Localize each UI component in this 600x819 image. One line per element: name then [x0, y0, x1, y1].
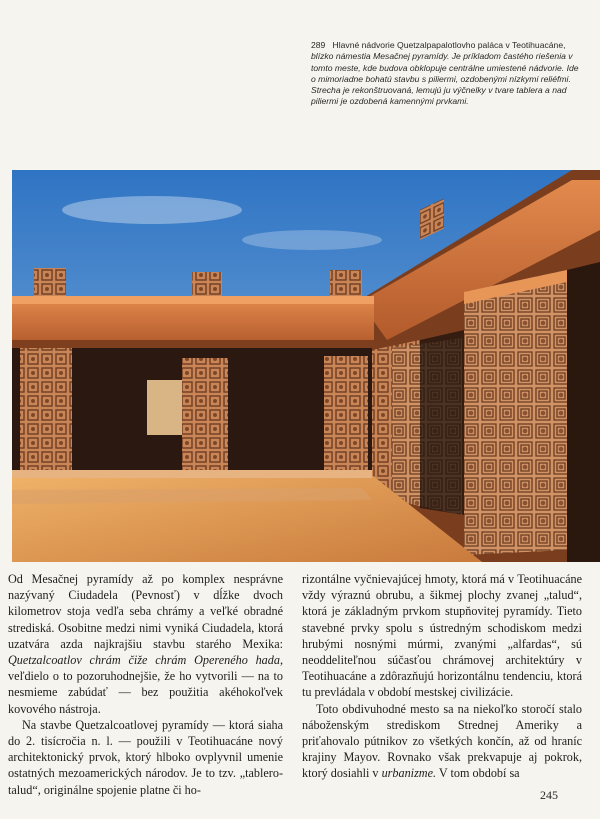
emphasis-text: Quetzalcoatlov chrám čiže chrám Opereného hada, [8, 653, 283, 668]
text-run: Toto obdivuhodné mesto sa na niekoľko storočí stalo náboženským strediskom Strednej Ameriky a priťahovalo pútnikov zo všetkých končín, až od hraníc krajiny Mayov. Rovnako však prekvapuje aj pokrok, ktorý dosiahli v [302, 701, 582, 781]
right-paragraph-2 [302, 701, 582, 782]
photo-caption [311, 40, 583, 108]
caption-number: 289 [311, 40, 326, 50]
right-text-column [302, 571, 582, 782]
courtyard-photo [12, 170, 600, 562]
caption-lead: Hlavné nádvorie Quetzalpapalotlovho paláca v Teotihuacáne, [332, 40, 566, 50]
text-run: veľdielo o to pozoruhodnejšie, že ho vytvorili — na to nesmieme zabúdať — bez použitia akéhokoľvek kovového nástroja. [8, 669, 283, 716]
left-paragraph-2: Na stavbe Quetzalcoatlovej pyramídy — ktorá siaha do 2. tisícročia n. l. — použili v Teotihuacáne nový architektonický prvok, ktorý hlboko ovplyvnil umenie ostatných mezoamerických národov. Je to tzv. „tablero-talud“, originálne spojenie platne či ho- [8, 717, 283, 797]
right-paragraph-1: rizontálne vyčnievajúcej hmoty, ktorá má v Teotihuacáne vždy výraznú obrubu, a šikmej plochy zvanej „talud“, ktorá je základným prvkom stupňovitej pyramídy. Tieto stavebné prvky spolu s ústredným schodiskom medzi hrubými nosnými múrmi, zvanými „alfardas“, sú neoddeliteľnou súčasťou chrámovej architektúry v Teotihuacáne a zdôrazňujú horizontálnu tendenciu, ktorá tu prevládala v období mestskej civilizácie. [302, 572, 582, 700]
left-paragraph-1 [8, 571, 283, 717]
left-text-column [8, 571, 283, 798]
page-number: 245 [540, 788, 558, 802]
caption-text: blízko námestia Mesačnej pyramídy. Je príkladom častého riešenia v tomto meste, kde budova obklopuje centrálne umiestené nádvorie. Ide o mimoriadne bohatú stavbu s piliermi, ozdobenými nízkymi reliéfmi. Strecha je rekonštruovaná, lemujú ju výčnelky v tvare tablera a nad piliermi je ozdobená kamennými prvkami. [311, 51, 579, 107]
text-run: Od Mesačnej pyramídy až po komplex nesprávne nazývaný Ciudadela (Pevnosť) v dĺžke dvoch kilometrov stoja vedľa seba chrámy a veľké obradné strediská. Osobitne medzi nimi vyniká Ciudadela, ktorá uzatvára azda najkrajšiu stavbu starého Mexika: [8, 572, 283, 651]
text-run: V tom období sa [436, 766, 520, 781]
emphasis-text: urbanizme. [381, 766, 437, 781]
